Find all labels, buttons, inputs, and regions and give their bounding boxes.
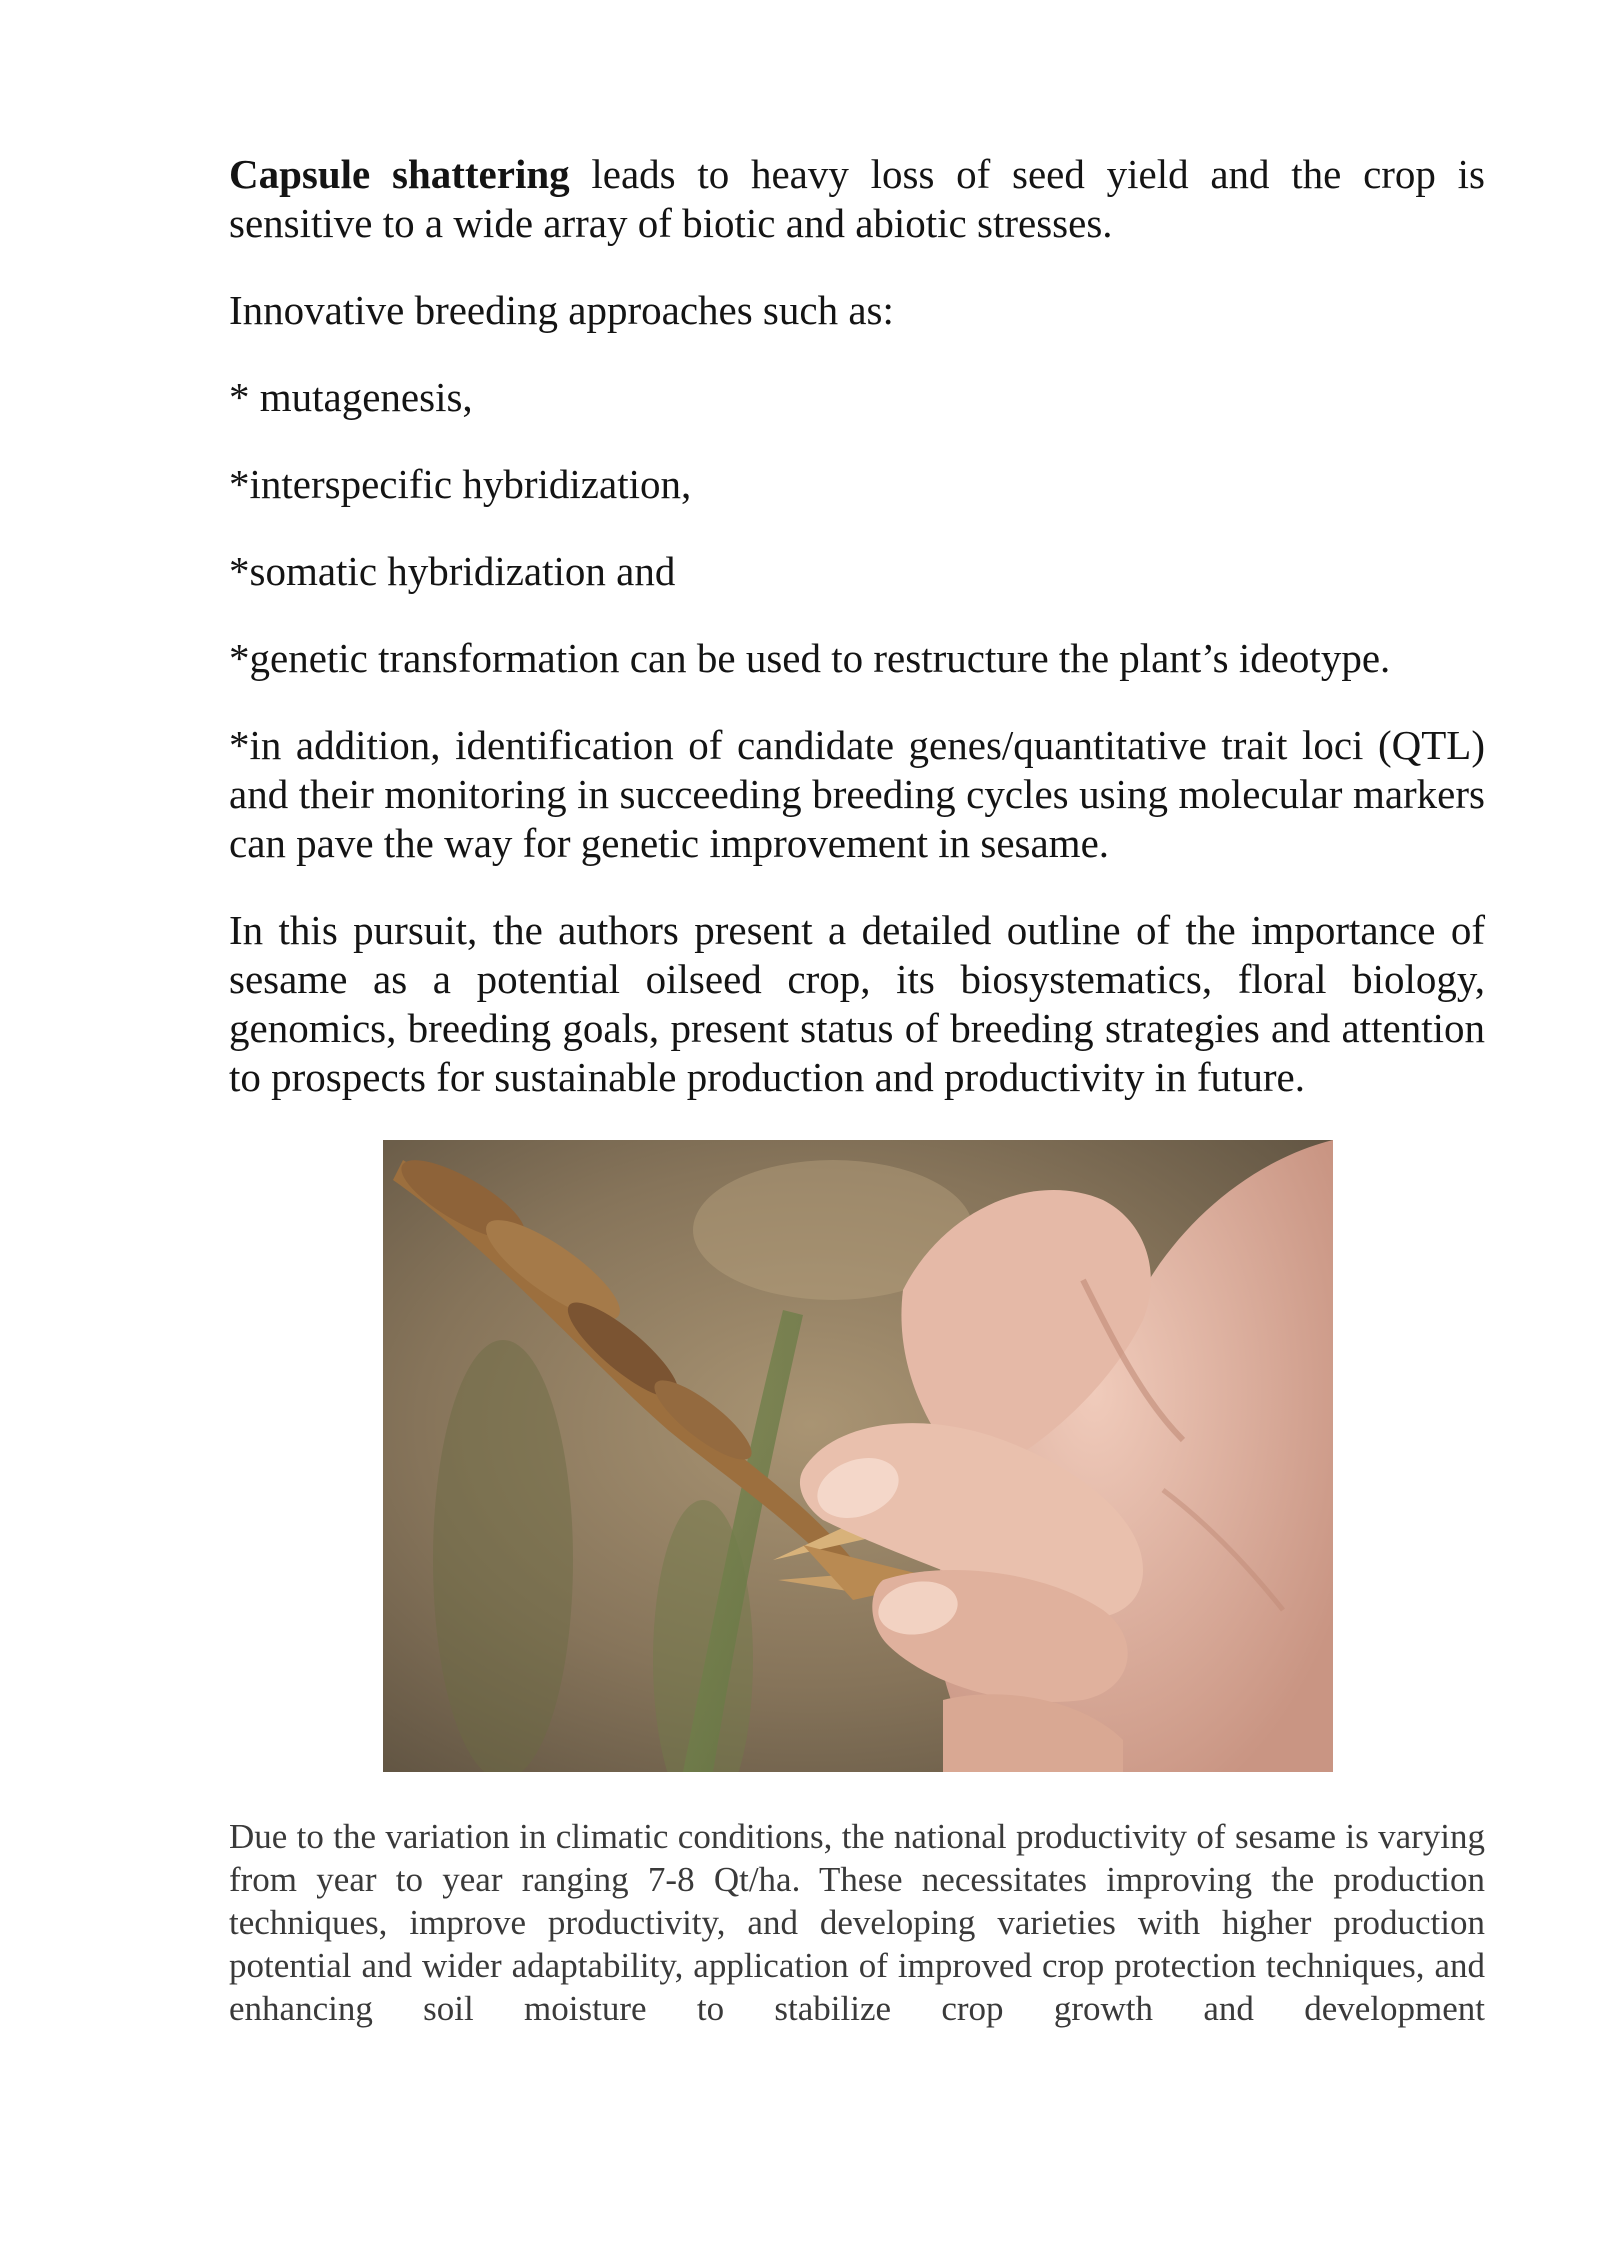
photo-illustration	[383, 1140, 1333, 1772]
photo-caption: Due to the variation in climatic conditions, the national productivity of sesame is varying from year to year ranging 7-8 Qt/ha. These necessitates improving the production techniques, improve productivity, and developing varieties with higher production potential and wider adaptability, application of improved crop protection techniques, and enhancing soil moisture to stabilize crop growth and development	[229, 1817, 1485, 2028]
intro-paragraph	[229, 150, 1485, 248]
addition-paragraph: *in addition, identification of candidate genes/quantitative trait loci (QTL) and their monitoring in succeeding breeding cycles using molecular markers can pave the way for genetic improvement in sesame.	[229, 722, 1485, 866]
approaches-heading: Innovative breeding approaches such as:	[229, 287, 894, 333]
intro-text: leads to heavy loss of seed yield and the crop is sensitive to a wide array of biotic and abiotic stresses.	[229, 151, 1485, 246]
approach-item: * mutagenesis,	[229, 374, 473, 420]
intro-bold-lead: Capsule shattering	[229, 151, 570, 197]
approach-item: *somatic hybridization and	[229, 548, 676, 594]
blurred-plant	[433, 1340, 573, 1772]
document-body	[229, 150, 1485, 2065]
approach-item: *genetic transformation can be used to restructure the plant’s ideotype.	[229, 635, 1391, 681]
sesame-capsule-photo	[383, 1140, 1333, 1772]
approach-item: *interspecific hybridization,	[229, 461, 692, 507]
pursuit-paragraph: In this pursuit, the authors present a detailed outline of the importance of sesame as a potential oilseed crop, its biosystematics, floral biology, genomics, breeding goals, present status of breeding strategies and attention to prospects for sustainable production and productivity in future.	[229, 907, 1485, 1100]
